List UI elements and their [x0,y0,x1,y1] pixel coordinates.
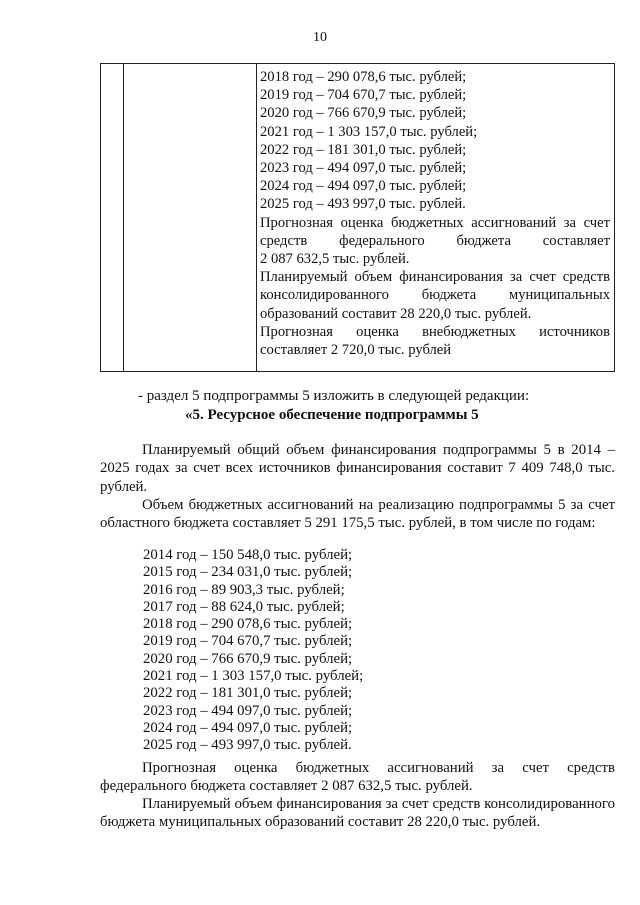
table-year-row: 2023 год – 494 097,0 тыс. рублей; [260,160,467,177]
table-federal-text: 2 087 632,5 тыс. рублей. [260,251,410,268]
table-municipal-text: консолидированного бюджета муниципальных [260,287,610,304]
table-year-row: 2021 год – 1 303 157,0 тыс. рублей; [260,123,478,140]
paragraph-regional-budget: Объем бюджетных ассигнований на реализацию подпрограммы 5 за счет областного бюджета составляет 5 291 175,5 тыс. рублей, в том числе по годам: [100,497,615,532]
regional-year-row: 2017 год – 88 624,0 тыс. рублей; [143,598,345,615]
regional-year-row: 2020 год – 766 670,9 тыс. рублей; [143,650,353,667]
regional-year-row: 2024 год – 494 097,0 тыс. рублей; [143,719,353,736]
regional-year-row: 2014 год – 150 548,0 тыс. рублей; [143,547,353,563]
financing-table [100,63,615,372]
table-column-divider-2 [256,64,257,371]
table-year-row: 2022 год – 181 301,0 тыс. рублей; [260,141,467,158]
regional-year-row: 2025 год – 493 997,0 тыс. рублей. [143,737,352,754]
table-year-row: 2019 год – 704 670,7 тыс. рублей; [260,87,467,104]
regional-year-row: 2019 год – 704 670,7 тыс. рублей; [143,633,353,650]
regional-year-row: 2018 год – 290 078,6 тыс. рублей; [143,616,353,633]
table-year-row: 2018 год – 290 078,6 тыс. рублей; [260,69,467,85]
table-year-row: 2024 год – 494 097,0 тыс. рублей; [260,178,467,195]
paragraph-federal-budget: Прогнозная оценка бюджетных ассигнований за счет средств федерального бюджета составляет 2 087 632,5 тыс. рублей. [100,760,615,795]
regional-year-row: 2023 год – 494 097,0 тыс. рублей; [143,702,353,719]
instruction-text: - раздел 5 подпрограммы 5 изложить в следующей редакции: [138,388,530,404]
table-column-divider-1 [123,64,124,371]
page-number: 10 [313,30,327,45]
regional-year-row: 2016 год – 89 903,3 тыс. рублей; [143,581,345,598]
regional-years-list [143,547,363,755]
regional-year-row: 2021 год – 1 303 157,0 тыс. рублей; [143,668,364,685]
table-municipal-text: образований составит 28 220,0 тыс. рублей. [260,305,532,322]
table-extrabudget-text: Прогнозная оценка внебюджетных источников [260,323,610,340]
table-extrabudget-text: составляет 2 720,0 тыс. рублей [260,342,452,359]
paragraph-municipal-budget: Планируемый объем финансирования за счет средств консолидированного бюджета муниципальных образований составит 28 220,0 тыс. рублей. [100,796,615,831]
paragraph-total-financing: Планируемый общий объем финансирования подпрограммы 5 в 2014 – 2025 годах за счет всех источников финансирования составит 7 409 748,0 тыс. рублей. [100,442,615,495]
table-content-cell [260,68,610,359]
table-federal-text: средств федерального бюджета составляет [260,232,610,249]
section-heading: «5. Ресурсное обеспечение подпрограммы 5 [185,407,479,423]
regional-year-row: 2022 год – 181 301,0 тыс. рублей; [143,685,353,702]
table-year-row: 2020 год – 766 670,9 тыс. рублей; [260,105,467,122]
table-municipal-text: Планируемый объем финансирования за счет средств [260,269,610,286]
table-year-row: 2025 год – 493 997,0 тыс. рублей. [260,196,466,213]
table-federal-text: Прогнозная оценка бюджетных ассигнований за счет [260,214,610,231]
regional-year-row: 2015 год – 234 031,0 тыс. рублей; [143,564,353,581]
